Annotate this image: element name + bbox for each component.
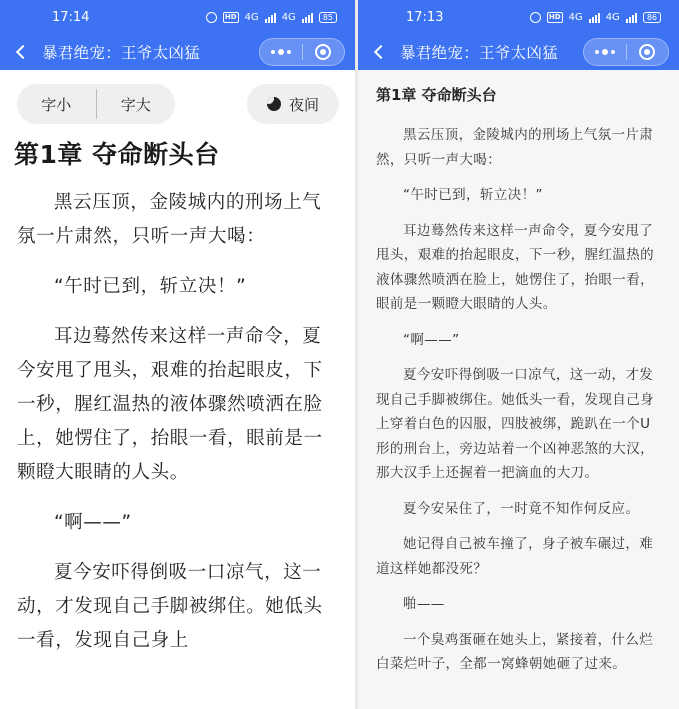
- more-button[interactable]: [584, 39, 626, 65]
- paragraph: 夏今安吓得倒吸一口凉气，这一动，才发现自己手脚被绑住。她低头一看，发现自己身上穿着白色的囚服，四肢被绑，跪趴在一个U形的刑台上，旁边站着一个凶神恶煞的大汉，那大汉手上还握着一把滴血的大刀。: [376, 367, 654, 481]
- back-arrow-icon[interactable]: [374, 45, 388, 59]
- paragraph: 黑云压顶，金陵城内的刑场上气氛一片肃然，只听一声大喝：: [17, 192, 322, 247]
- status-time: 17:13: [406, 9, 444, 25]
- status-icons: [206, 12, 337, 23]
- close-circle-icon: [639, 44, 655, 60]
- font-size-control: [17, 84, 175, 124]
- paragraph: 一个臭鸡蛋砸在她头上，紧接着，什么烂白菜烂叶子，全都一窝蜂朝她砸了过来。: [376, 631, 654, 672]
- signal-icon: [302, 12, 313, 23]
- miniapp-capsule: [583, 38, 669, 66]
- nav-bar: [0, 34, 355, 70]
- close-miniapp-button[interactable]: [627, 39, 669, 65]
- hd-icon: HD: [548, 12, 561, 21]
- battery-icon: 85: [319, 12, 337, 23]
- battery-icon: 86: [643, 12, 661, 23]
- alarm-icon: [206, 12, 217, 23]
- right-reader-screen: [358, 0, 679, 709]
- status-icons: [530, 12, 661, 23]
- status-bar: [358, 0, 679, 34]
- chapter-title: 第1章 夺命断头台: [376, 86, 497, 104]
- reader-toolbar: [0, 70, 355, 132]
- back-arrow-icon[interactable]: [16, 45, 30, 59]
- chapter-content: [0, 186, 355, 658]
- close-circle-icon: [315, 44, 331, 60]
- paragraph: 夏今安呆住了，一时竟不知作何反应。: [403, 500, 640, 517]
- paragraph: 耳边蓦然传来这样一声命令，夏今安甩了甩头，艰难的抬起眼皮，下一秒，腥红温热的液体骤然喷洒在脸上，她愣住了，抬眼一看，眼前是一颗瞪大眼睛的人头。: [17, 326, 323, 483]
- network-type-2: 4G: [605, 11, 620, 23]
- night-mode-label: 夜间: [288, 95, 319, 114]
- paragraph: 她记得自己被车撞了，身子被车碾过，难道这样她都没死？: [376, 536, 654, 577]
- more-button[interactable]: [260, 39, 302, 65]
- paragraph: 耳边蓦然传来这样一声命令，夏今安甩了甩头，艰难的抬起眼皮，下一秒，腥红温热的液体骤然喷洒在脸上，她愣住了，抬眼一看，眼前是一颗瞪大眼睛的人头。: [376, 222, 654, 312]
- nav-bar: [358, 34, 679, 70]
- miniapp-capsule: [259, 38, 345, 66]
- nav-title: 暴君绝宠：王爷太凶猛: [400, 44, 559, 62]
- night-mode-button[interactable]: [247, 84, 339, 124]
- paragraph: 黑云压顶，金陵城内的刑场上气氛一片肃然，只听一声大喝：: [376, 127, 654, 168]
- alarm-icon: [530, 12, 541, 23]
- top-bar: [0, 0, 355, 70]
- signal-icon: [626, 12, 637, 23]
- signal-icon: [265, 12, 276, 23]
- chapter-title: 第1章 夺命断头台: [14, 140, 220, 169]
- font-smaller-button[interactable]: 字小: [41, 95, 72, 114]
- close-miniapp-button[interactable]: [303, 39, 345, 65]
- moon-icon: [267, 97, 281, 111]
- paragraph: “啊——”: [54, 512, 132, 533]
- network-type-1: 4G: [244, 11, 259, 23]
- top-bar: [358, 0, 679, 70]
- paragraph: “午时已到，斩立决！”: [54, 276, 247, 297]
- paragraph: 啪——: [403, 596, 445, 612]
- paragraph: 夏今安吓得倒吸一口凉气，这一动，才发现自己手脚被绑住。她低头一看，发现自己身上: [17, 562, 323, 651]
- paragraph: “午时已到，斩立决！”: [403, 187, 543, 203]
- status-time: 17:14: [52, 9, 90, 25]
- hd-icon: HD: [224, 12, 237, 21]
- more-dots-icon: [271, 49, 291, 55]
- chapter-content: [358, 123, 679, 677]
- status-bar: [0, 0, 355, 34]
- font-larger-button[interactable]: 字大: [120, 95, 151, 114]
- network-type-1: 4G: [568, 11, 583, 23]
- nav-title: 暴君绝宠：王爷太凶猛: [42, 44, 201, 62]
- more-dots-icon: [595, 49, 615, 55]
- signal-icon: [589, 12, 600, 23]
- paragraph: “啊——”: [403, 331, 460, 348]
- network-type-2: 4G: [281, 11, 296, 23]
